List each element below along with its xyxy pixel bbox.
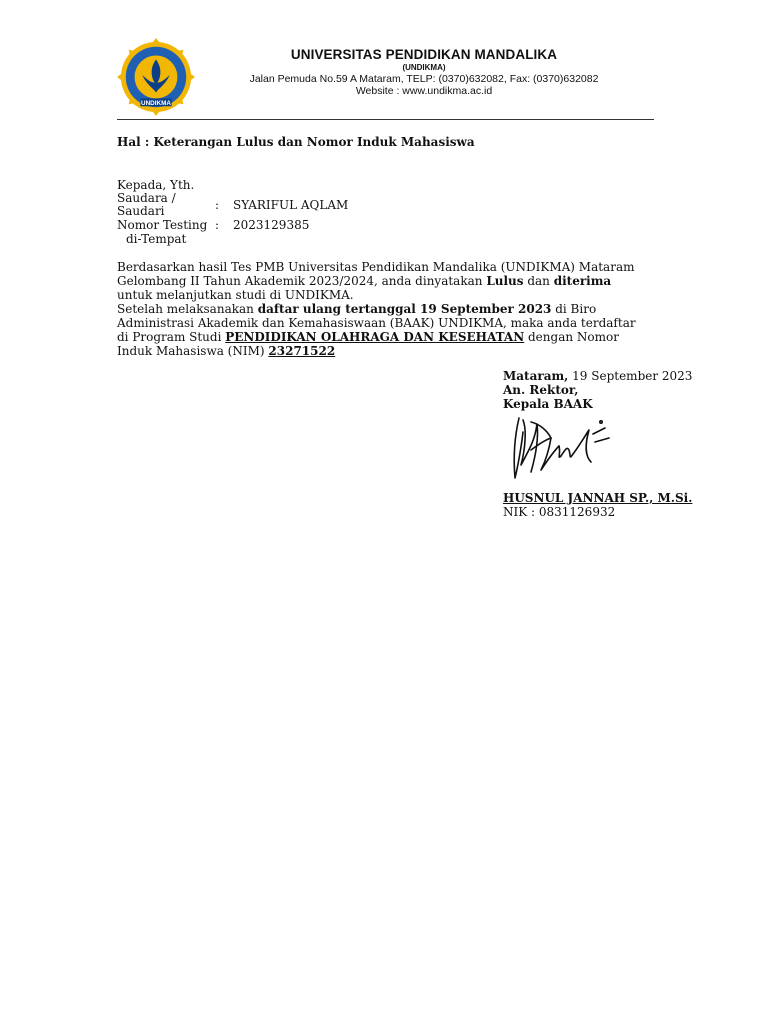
recipient-place: di-Tempat: [126, 232, 187, 246]
signature-city: Mataram,: [503, 369, 569, 383]
p1-diterima: diterima: [553, 274, 612, 288]
university-abbr: (UNDIKMA): [402, 63, 446, 72]
body-paragraph-2: [117, 302, 637, 358]
signer-nik: NIK : 0831126932: [503, 505, 616, 519]
letterhead: [200, 47, 648, 97]
on-behalf-rector: An. Rektor,: [503, 383, 579, 397]
university-website: Website : www.undikma.ac.id: [355, 85, 493, 97]
testing-colon: :: [215, 218, 220, 232]
body-paragraph-1: [117, 260, 637, 302]
p2-text: Setelah melaksanakan: [117, 302, 258, 316]
signer-name: HUSNUL JANNAH SP., M.Si.: [503, 491, 693, 505]
p1-dan: dan: [523, 274, 554, 288]
recipient-name-row: [117, 192, 417, 220]
letter-body: [117, 260, 637, 358]
signer-position: Kepala BAAK: [503, 397, 593, 411]
greeting: Kepada, Yth.: [117, 178, 195, 192]
university-name: UNIVERSITAS PENDIDIKAN MANDALIKA: [290, 47, 558, 62]
p1-text-end: untuk melanjutkan studi di UNDIKMA.: [117, 288, 354, 302]
name-colon: :: [215, 198, 220, 212]
study-program: PENDIDIKAN OLAHRAGA DAN KESEHATAN: [225, 330, 525, 344]
name-label-line2: Saudari: [117, 204, 165, 218]
logo-text: UNDIKMA: [141, 99, 171, 107]
header-divider: [117, 119, 654, 120]
handwritten-signature: [505, 410, 610, 485]
student-nim: 23271522: [268, 344, 336, 358]
testing-label: Nomor Testing: [117, 218, 208, 232]
university-logo: [117, 38, 195, 116]
p2-text-mid: di Biro Administrasi Akademik dan Kemahasiswaan (BAAK) UNDIKMA, maka anda terdaftar di Program Studi: [117, 302, 636, 344]
recipient-name: SYARIFUL AQLAM: [233, 198, 349, 212]
signature-date: 19 September 2023: [568, 369, 693, 383]
testing-number: 2023129385: [233, 218, 310, 232]
name-label-line1: Saudara /: [117, 191, 176, 205]
testing-number-row: [117, 219, 417, 233]
p2-text-end: dengan Nomor Induk Mahasiswa (NIM): [117, 330, 619, 358]
p1-lulus: Lulus: [486, 274, 524, 288]
signature-place-date: [503, 369, 692, 383]
university-address: Jalan Pemuda No.59 A Mataram, TELP: (0370)632082, Fax: (0370)632082: [249, 73, 599, 85]
p1-text: Berdasarkan hasil Tes PMB Universitas Pendidikan Mandalika (UNDIKMA) Mataram Gelombang II Tahun Akademik 2023/2024, anda dinyatakan: [117, 260, 635, 288]
p2-reregistration-date: daftar ulang tertanggal 19 September 2023: [257, 302, 552, 316]
letter-subject: Hal : Keterangan Lulus dan Nomor Induk Mahasiswa: [117, 135, 475, 149]
